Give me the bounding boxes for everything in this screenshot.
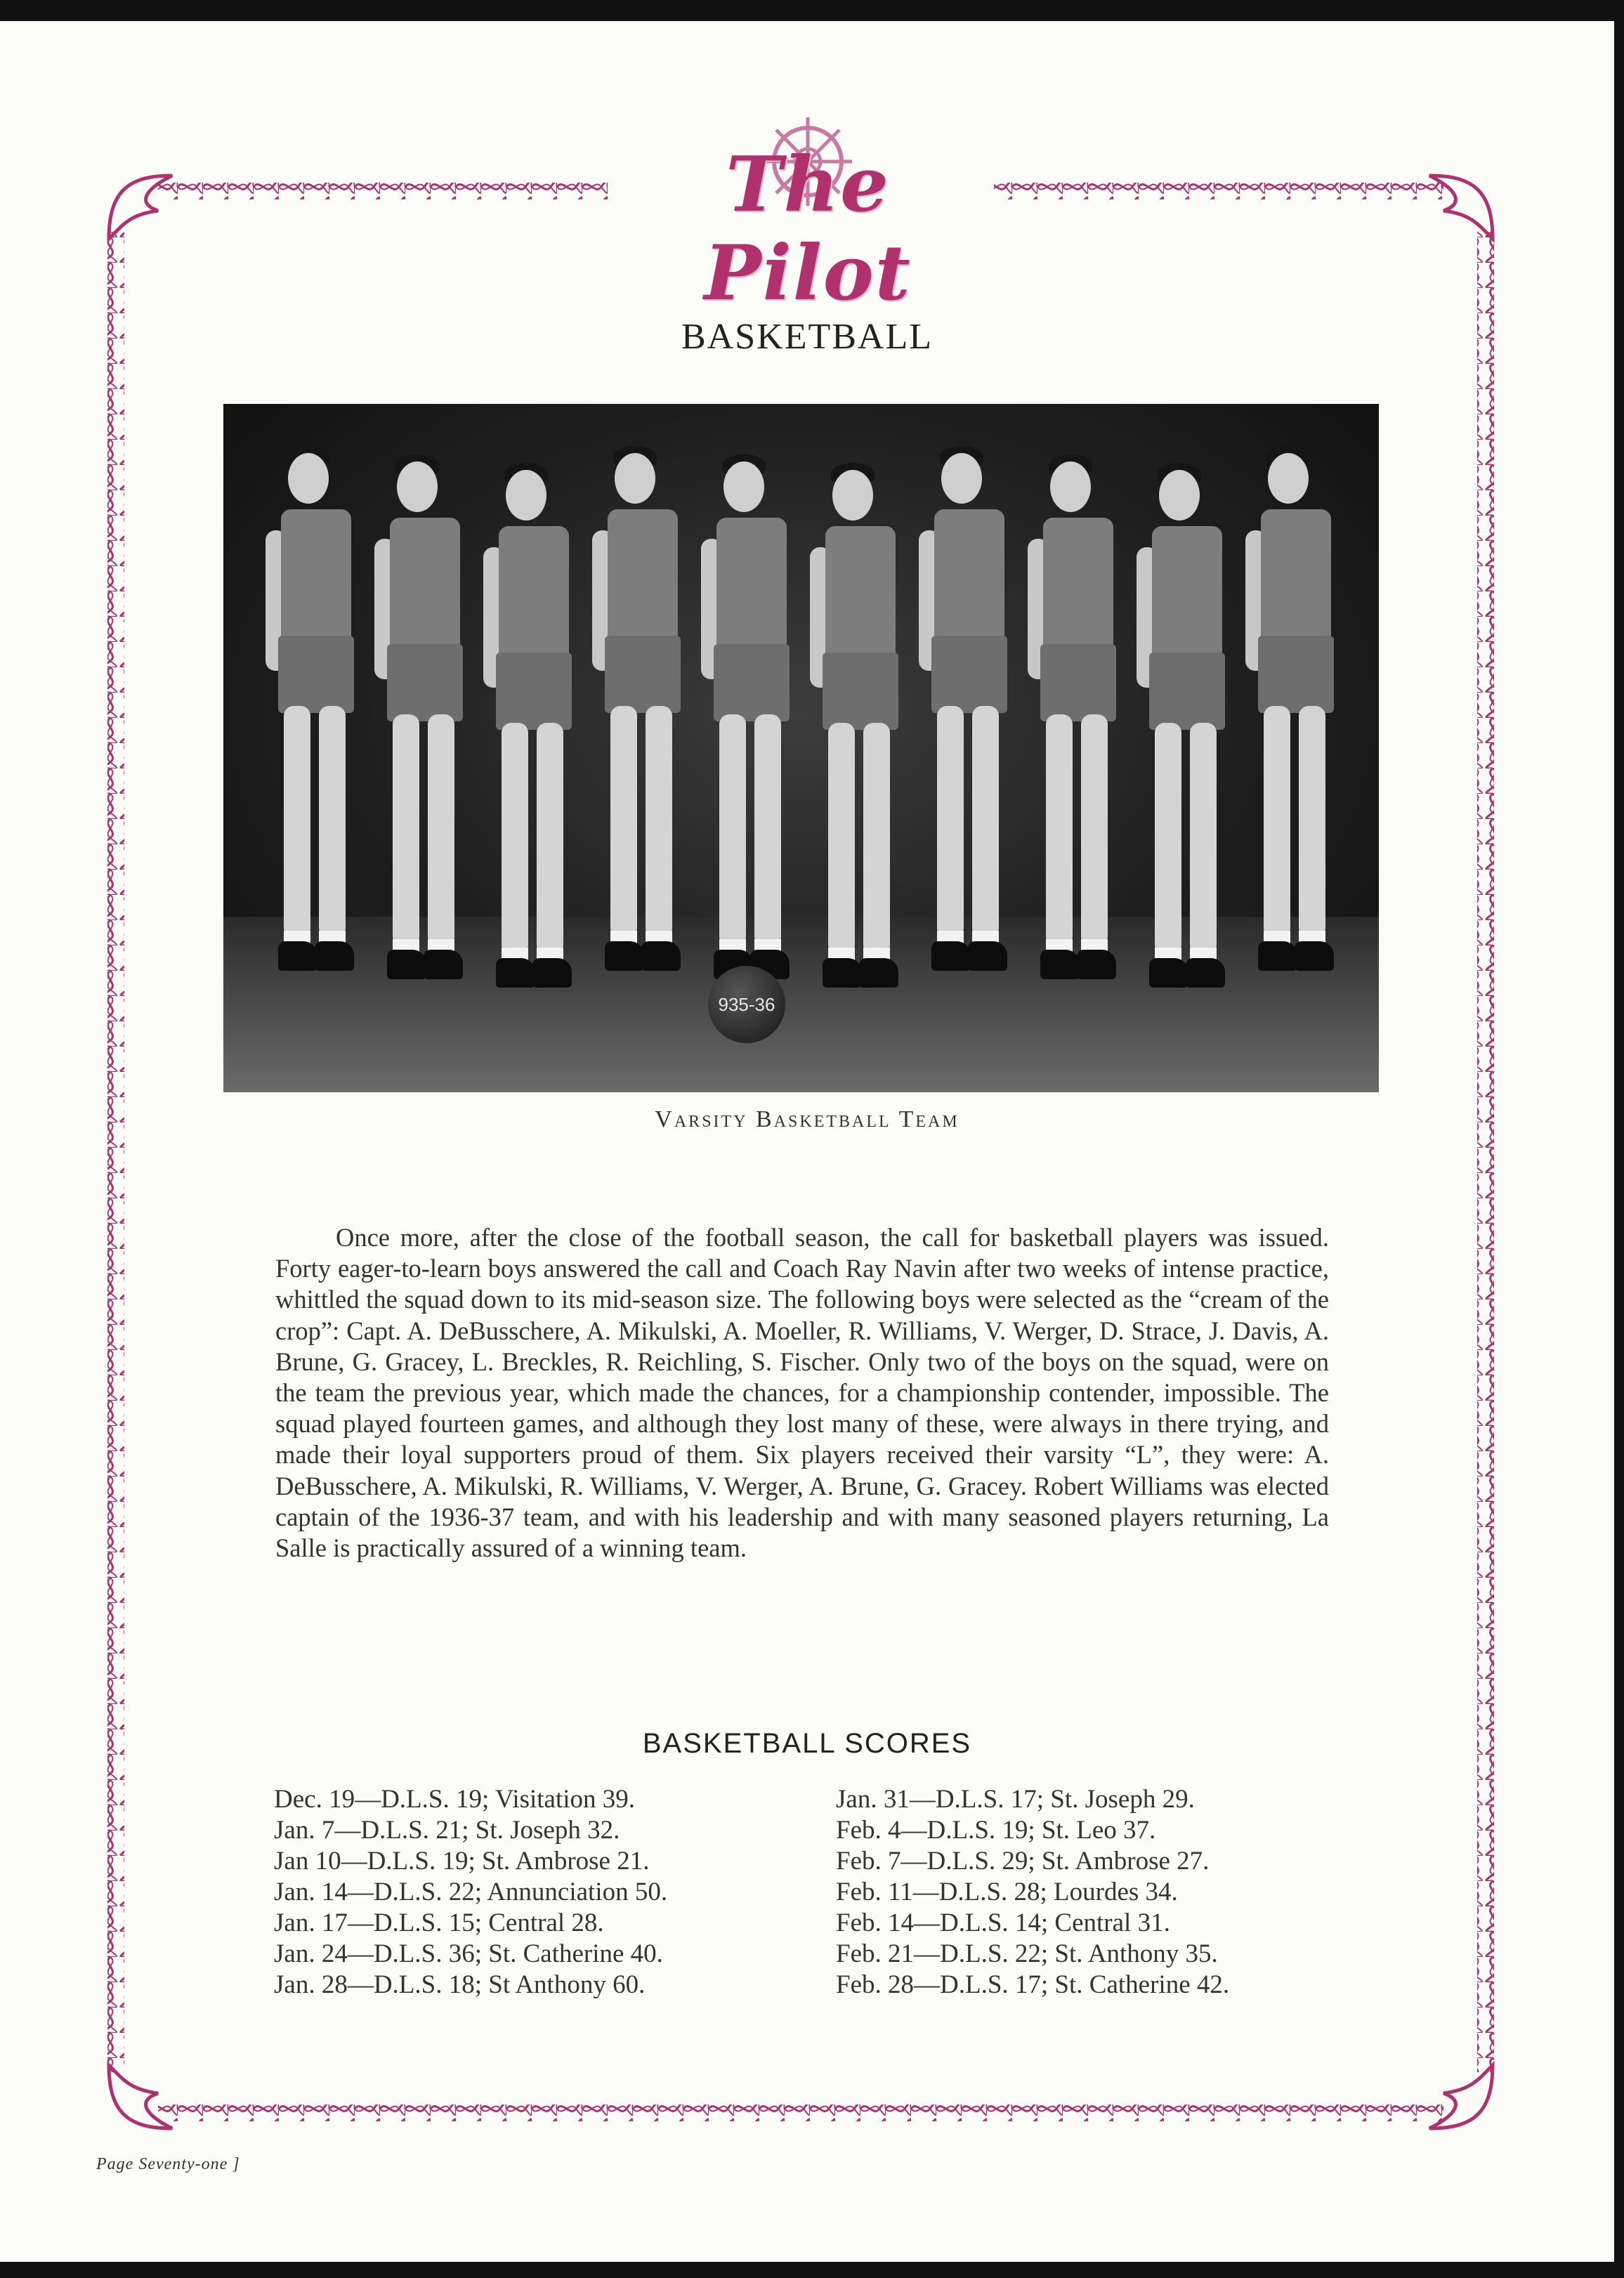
score-line: Feb. 4—D.L.S. 19; St. Leo 37.: [836, 1816, 1156, 1845]
basketball: 935-36: [708, 966, 785, 1043]
score-line: Jan. 31—D.L.S. 17; St. Joseph 29.: [836, 1785, 1195, 1814]
score-line: Jan. 24—D.L.S. 36; St. Catherine 40.: [274, 1939, 663, 1968]
score-line: Feb. 7—D.L.S. 29; St. Ambrose 27.: [836, 1847, 1210, 1876]
score-line: Feb. 11—D.L.S. 28; Lourdes 34.: [836, 1878, 1178, 1906]
score-line: Jan. 28—D.L.S. 18; St Anthony 60.: [274, 1970, 646, 1999]
score-line: Jan. 14—D.L.S. 22; Annunciation 50.: [274, 1878, 668, 1906]
page-number: Page Seventy-one ]: [96, 2155, 240, 2173]
article-body: Once more, after the close of the football season, the call for basketball players was issued. Forty eager-to-learn boys answered the call and Coach Ray Navin after two weeks of intense practice, whittled the squad down to its mid-season size. The following boys were selected as the “cream of the crop”: Capt. A. DeBusschere, A. Mikulski, A. Moeller, R. Williams, V. Werger, D. Strace, J. Davis, A. Brune, G. Gracey, L. Breckles, R. Reichling, S. Fischer. Only two of the boys on the squad, were on the team the previous year, which made the chances, for a championship contender, impossible. The squad played fourteen games, and although they lost many of these, were always in there trying, and made their loyal supporters proud of them. Six players received their varsity “L”, they were: A. DeBusschere, A. Mikulski, R. Williams, V. Werger, A. Brune, G. Gracey. Robert Williams was elected captain of the 1936-37 team, and with his leadership and with many seasoned players returning, La Salle is practically assured of a winning team.: [275, 1223, 1329, 1563]
score-line: Feb. 28—D.L.S. 17; St. Catherine 42.: [836, 1970, 1230, 1999]
masthead: [618, 112, 997, 318]
scores-heading: BASKETBALL SCORES: [642, 1728, 972, 1759]
score-line: Jan 10—D.L.S. 19; St. Ambrose 21.: [274, 1847, 650, 1876]
photo-caption: Varsity Basketball Team: [655, 1106, 960, 1132]
page-title: BASKETBALL: [681, 317, 933, 357]
score-line: Dec. 19—D.L.S. 19; Visitation 39.: [274, 1785, 636, 1814]
team-photo: [223, 404, 1379, 1092]
score-line: Jan. 17—D.L.S. 15; Central 28.: [274, 1909, 604, 1937]
masthead-title: The Pilot: [704, 140, 912, 318]
score-line: Jan. 7—D.L.S. 21; St. Joseph 32.: [274, 1816, 620, 1845]
score-line: Feb. 21—D.L.S. 22; St. Anthony 35.: [836, 1939, 1218, 1968]
yearbook-page: [0, 21, 1614, 2262]
score-line: Feb. 14—D.L.S. 14; Central 31.: [836, 1909, 1170, 1937]
scores-column-left: [274, 1784, 667, 2001]
scores-column-right: [836, 1784, 1229, 2001]
